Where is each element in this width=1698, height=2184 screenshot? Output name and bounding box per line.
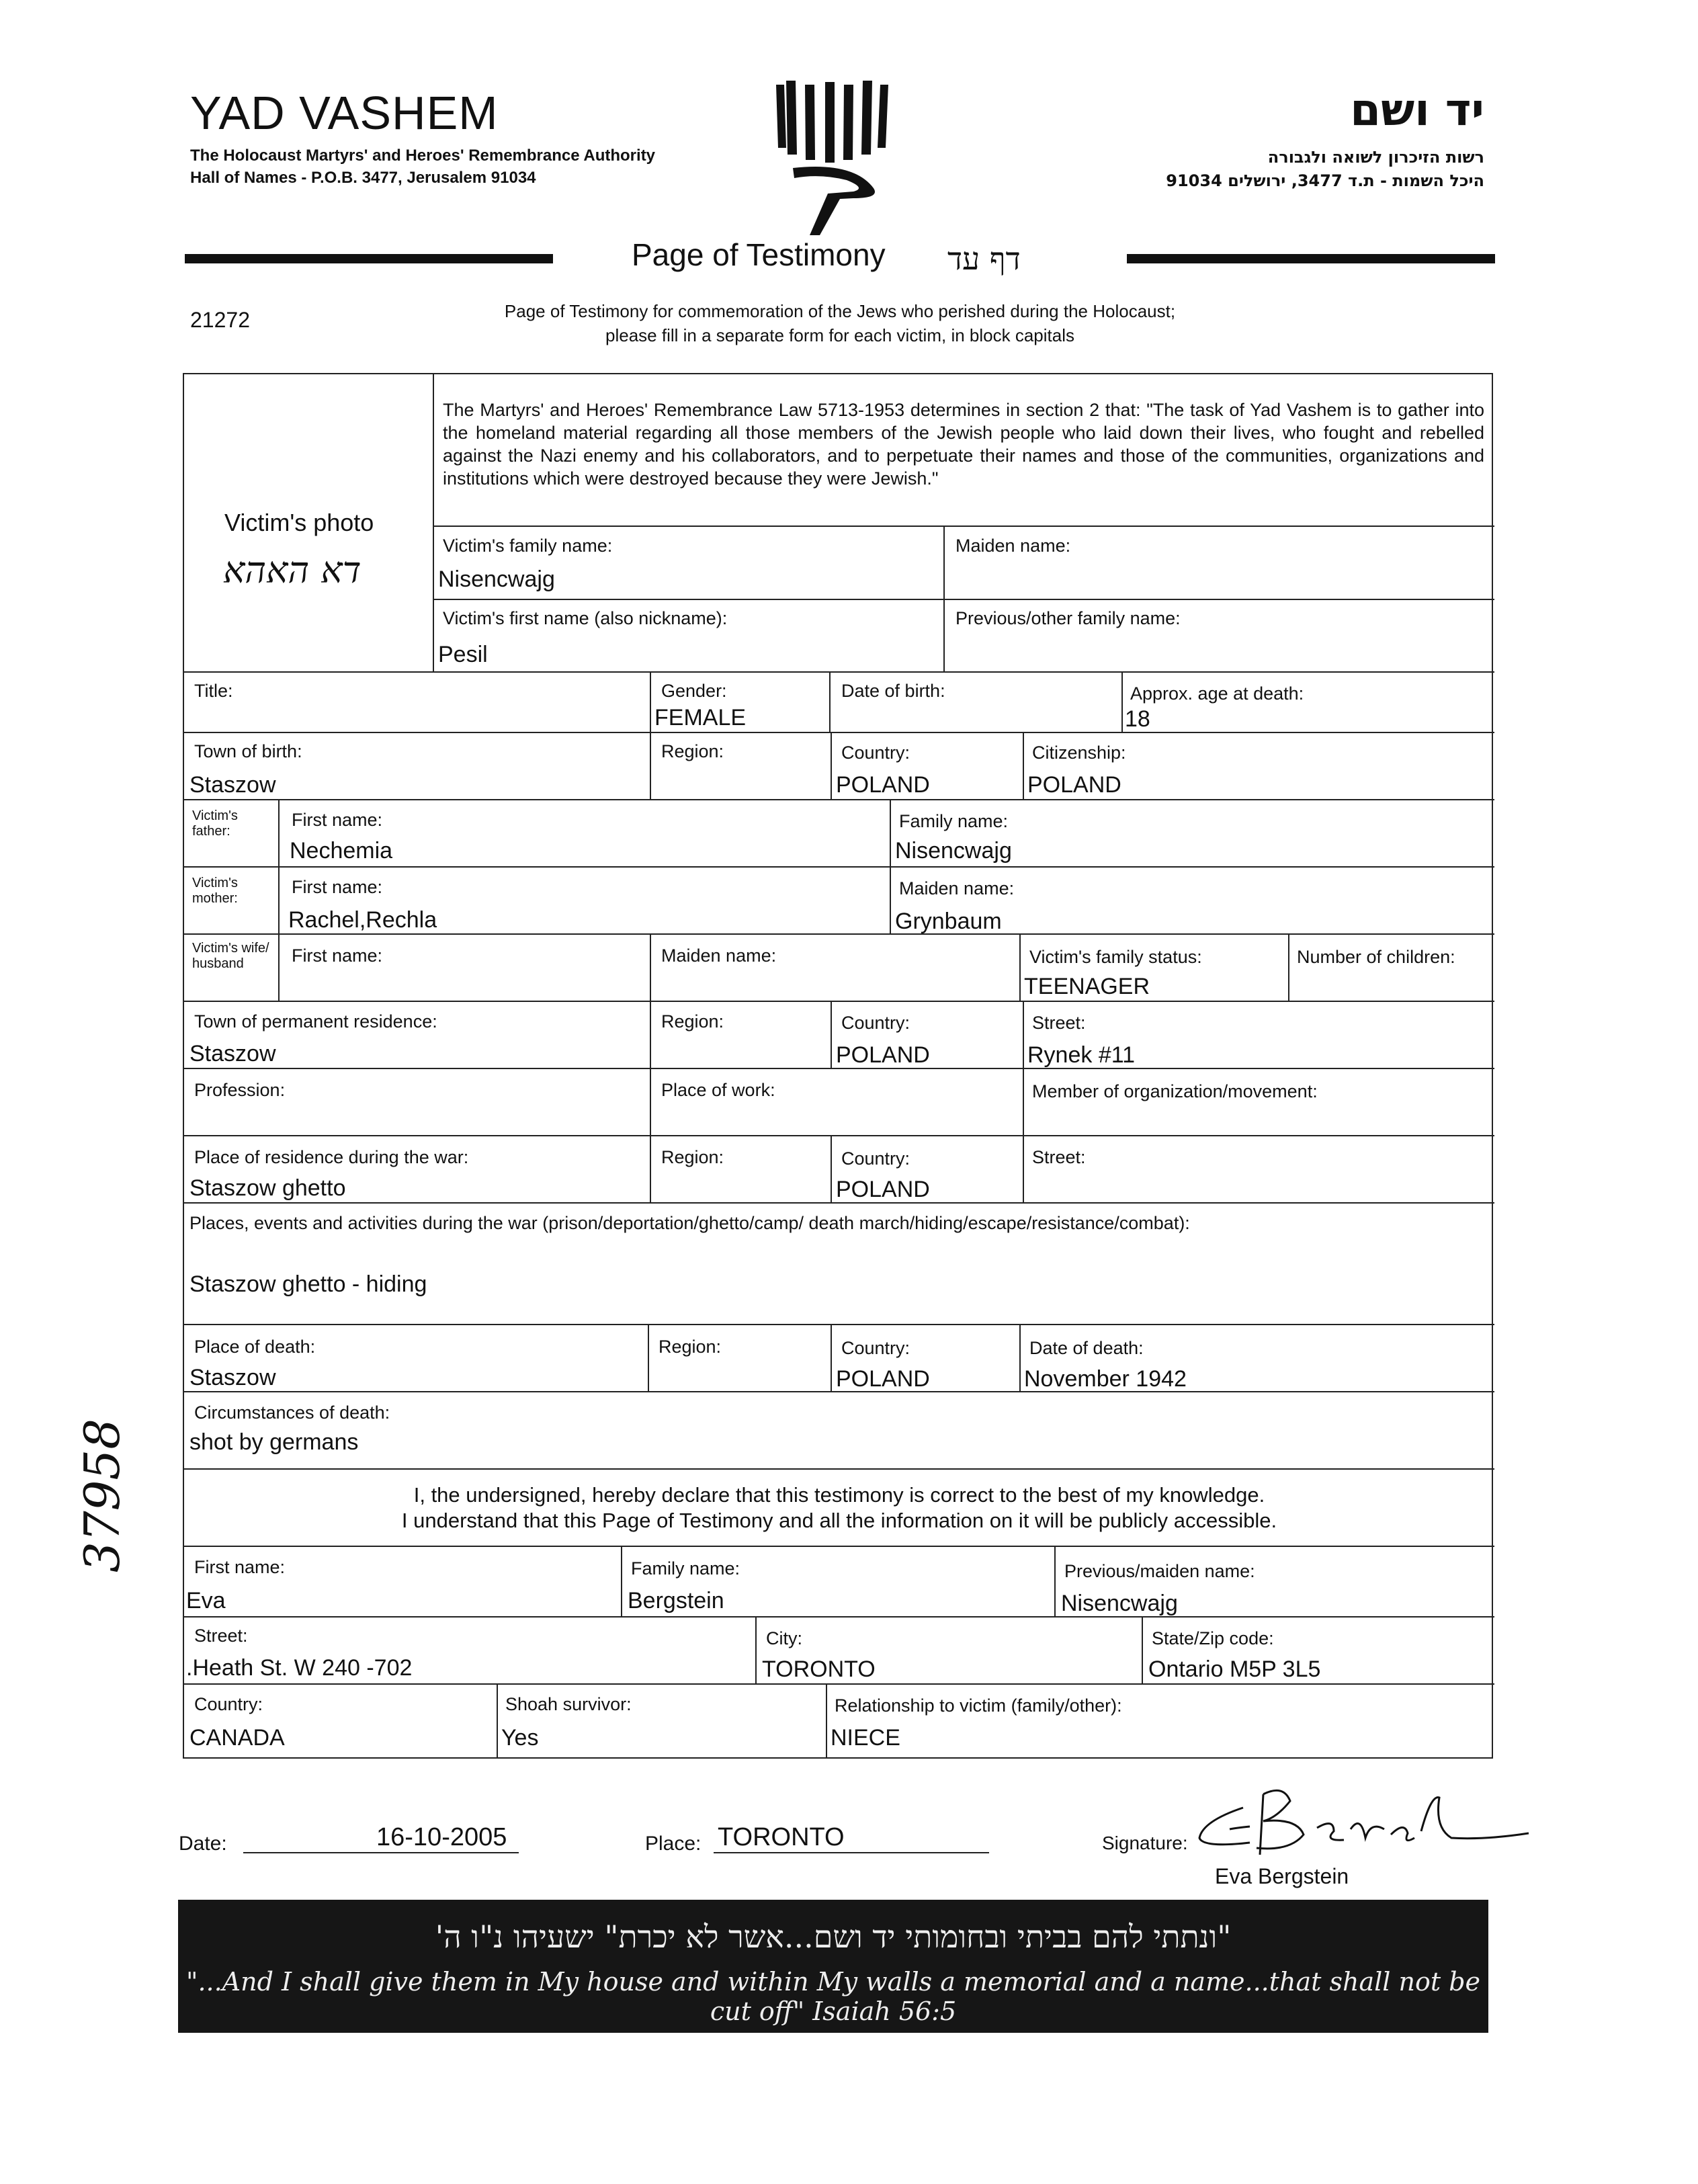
org-address: Hall of Names - P.O.B. 3477, Jerusalem 91034 [190, 169, 536, 187]
events-value[interactable]: Staszow ghetto - hiding [189, 1271, 427, 1297]
spouse-first-label: First name: [292, 946, 383, 966]
place-label: Place: [645, 1833, 702, 1855]
first-name-value[interactable]: Pesil [438, 642, 488, 667]
submitter-first-label: First name: [194, 1557, 286, 1577]
mother-first-label: First name: [292, 877, 383, 897]
war-residence-label: Place of residence during the war: [194, 1147, 469, 1167]
submitter-zip-label: State/Zip code: [1152, 1628, 1274, 1648]
org-subtitle: The Holocaust Martyrs' and Heroes' Remembrance Authority [190, 146, 656, 165]
father-row-label: Victim's father: [192, 808, 238, 839]
org-title: YAD VASHEM [190, 87, 499, 139]
date-value[interactable]: 16-10-2005 [376, 1823, 507, 1851]
residence-street-label: Street: [1032, 1013, 1086, 1033]
mother-first-value[interactable]: Rachel,Rechla [288, 907, 437, 933]
war-region-label: Region: [661, 1147, 724, 1167]
declaration-line-2: I understand that this Page of Testimony and all the information on it will be publicly accessible. [401, 1509, 1277, 1532]
workplace-label: Place of work: [661, 1080, 775, 1100]
war-residence-value[interactable]: Staszow ghetto [189, 1175, 346, 1201]
children-label: Number of children: [1297, 947, 1455, 967]
citizenship-label: Citizenship: [1032, 743, 1126, 763]
survivor-label: Shoah survivor: [505, 1694, 632, 1714]
father-first-label: First name: [292, 810, 383, 830]
war-street-label: Street: [1032, 1147, 1086, 1167]
mother-row-label: Victim's mother: [192, 876, 238, 906]
law-text: The Martyrs' and Heroes' Remembrance Law 5713-1953 determines in section 2 that: "The task of Yad Vashem is to gather into the homeland material regarding all those members of the Jewish people who laid down their lives, who fought and rebelled against the Nazi enemy and his collaborators, and to perpetuate their names and those of the communities, organizations and institutions which were destroyed because they were Jewish." [443, 400, 1484, 489]
dob-label: Date of birth: [841, 681, 945, 701]
residence-town-label: Town of permanent residence: [194, 1011, 437, 1032]
date-label: Date: [179, 1833, 227, 1855]
submitter-street-label: Street: [194, 1626, 248, 1646]
submitter-prev-label: Previous/maiden name: [1064, 1561, 1255, 1581]
signature-name: Eva Bergstein [1215, 1864, 1349, 1888]
residence-country-label: Country: [841, 1013, 910, 1033]
family-name-label: Victim's family name: [443, 536, 613, 556]
family-name-value[interactable]: Nisencwajg [438, 566, 555, 592]
banner-hebrew-quote: "ונתתי להם בביתי ובחומותי יד ושם...אשר לא יכרת" ישעיהו נ"ו ה' [435, 1919, 1232, 1955]
declaration-line-1: I, the undersigned, hereby declare that this testimony is correct to the best of my knowledge. [413, 1483, 1265, 1507]
membership-label: Member of organization/movement: [1032, 1081, 1318, 1101]
title-label: Title: [194, 681, 233, 701]
birth-country-value[interactable]: POLAND [836, 772, 930, 798]
circumstances-value[interactable]: shot by germans [189, 1429, 359, 1455]
submitter-country-label: Country: [194, 1694, 263, 1714]
citizenship-value[interactable]: POLAND [1027, 772, 1121, 798]
survivor-value[interactable]: Yes [501, 1725, 539, 1751]
gender-label: Gender: [661, 681, 727, 701]
residence-town-value[interactable]: Staszow [189, 1041, 276, 1066]
residence-street-value[interactable]: Rynek #11 [1027, 1042, 1136, 1068]
submitter-family-label: Family name: [631, 1558, 740, 1579]
death-date-value[interactable]: November 1942 [1024, 1366, 1187, 1392]
birth-country-label: Country: [841, 743, 910, 763]
submitter-city-value[interactable]: TORONTO [762, 1656, 876, 1682]
family-status-value[interactable]: TEENAGER [1024, 974, 1150, 999]
mother-maiden-label: Maiden name: [899, 878, 1015, 898]
submitter-prev-value[interactable]: Nisencwajg [1061, 1591, 1178, 1616]
spouse-maiden-label: Maiden name: [661, 946, 777, 966]
testimony-form [183, 373, 1493, 1759]
banner-english-quote: "...And I shall give them in My house and within My walls a memorial and a name...that shall not be cut off" Isaiah 56:5 [185, 1967, 1481, 2026]
profession-label: Profession: [194, 1080, 286, 1100]
submitter-zip-value[interactable]: Ontario M5P 3L5 [1148, 1656, 1321, 1682]
war-country-value[interactable]: POLAND [836, 1177, 930, 1202]
death-place-label: Place of death: [194, 1337, 316, 1357]
age-label: Approx. age at death: [1130, 683, 1304, 704]
death-country-value[interactable]: POLAND [836, 1366, 930, 1392]
signature-scribble [1189, 1781, 1539, 1868]
submitter-first-value[interactable]: Eva [186, 1588, 226, 1613]
maiden-name-label: Maiden name: [956, 536, 1071, 556]
death-region-label: Region: [659, 1337, 722, 1357]
instructions-line-1: Page of Testimony for commemoration of the Jews who perished during the Holocaust; [504, 301, 1176, 321]
instructions-line-2: please fill in a separate form for each victim, in block capitals [605, 325, 1074, 345]
header-bar-right [1127, 254, 1495, 263]
circumstances-label: Circumstances of death: [194, 1402, 390, 1423]
mother-maiden-value[interactable]: Grynbaum [895, 909, 1002, 934]
handwritten-side-number: 37958 [74, 1418, 130, 1572]
birth-town-value[interactable]: Staszow [189, 772, 276, 798]
hebrew-org-subtitle: רשות הזיכרון לשואה ולגבורה [1267, 148, 1484, 167]
document-number: 21272 [190, 308, 250, 332]
yad-vashem-logo-icon [773, 81, 894, 235]
father-family-label: Family name: [899, 811, 1009, 831]
father-first-value[interactable]: Nechemia [290, 838, 393, 864]
residence-country-value[interactable]: POLAND [836, 1042, 930, 1068]
prev-family-name-label: Previous/other family name: [956, 608, 1181, 628]
form-title: Page of Testimony [632, 237, 886, 272]
relationship-label: Relationship to victim (family/other): [835, 1695, 1122, 1716]
hebrew-org-address: היכל השמות - ת.ד 3477, ירושלים 91034 [1166, 171, 1484, 190]
submitter-city-label: City: [766, 1628, 802, 1648]
isaiah-quote-banner [178, 1900, 1488, 2033]
date-underline [243, 1852, 519, 1853]
family-status-label: Victim's family status: [1029, 947, 1202, 967]
submitter-family-value[interactable]: Bergstein [628, 1588, 724, 1613]
submitter-street-value[interactable]: .Heath St. W 240 -702 [186, 1655, 413, 1681]
first-name-label: Victim's first name (also nickname): [443, 608, 728, 628]
submitter-country-value[interactable]: CANADA [189, 1725, 285, 1751]
signature-label: Signature: [1102, 1833, 1188, 1853]
gender-value[interactable]: FEMALE [654, 705, 747, 730]
relationship-value[interactable]: NIECE [831, 1725, 900, 1751]
place-underline [714, 1852, 989, 1853]
place-value[interactable]: TORONTO [718, 1823, 845, 1851]
residence-region-label: Region: [661, 1011, 724, 1032]
age-value[interactable]: 18 [1125, 706, 1150, 732]
hebrew-org-title: יד ושם [1350, 84, 1484, 136]
death-date-label: Date of death: [1029, 1338, 1144, 1358]
events-label: Places, events and activities during the war (prison/deportation/ghetto/camp/ death march/hiding/escape/resistance/combat): [189, 1213, 1190, 1233]
death-country-label: Country: [841, 1338, 910, 1358]
victim-photo-label: Victim's photo [224, 509, 374, 536]
death-place-value[interactable]: Staszow [189, 1365, 276, 1390]
birth-town-label: Town of birth: [194, 741, 302, 761]
form-title-hebrew: דף עד [947, 241, 1021, 277]
header-bar-left [185, 254, 553, 263]
birth-region-label: Region: [661, 741, 724, 761]
war-country-label: Country: [841, 1148, 910, 1169]
father-family-value[interactable]: Nisencwajg [895, 838, 1012, 864]
spouse-row-label: Victim's wife/ husband [192, 941, 269, 971]
photo-handwriting: ﬢﬡ ﬣﬡﬣﬡ [223, 549, 362, 591]
